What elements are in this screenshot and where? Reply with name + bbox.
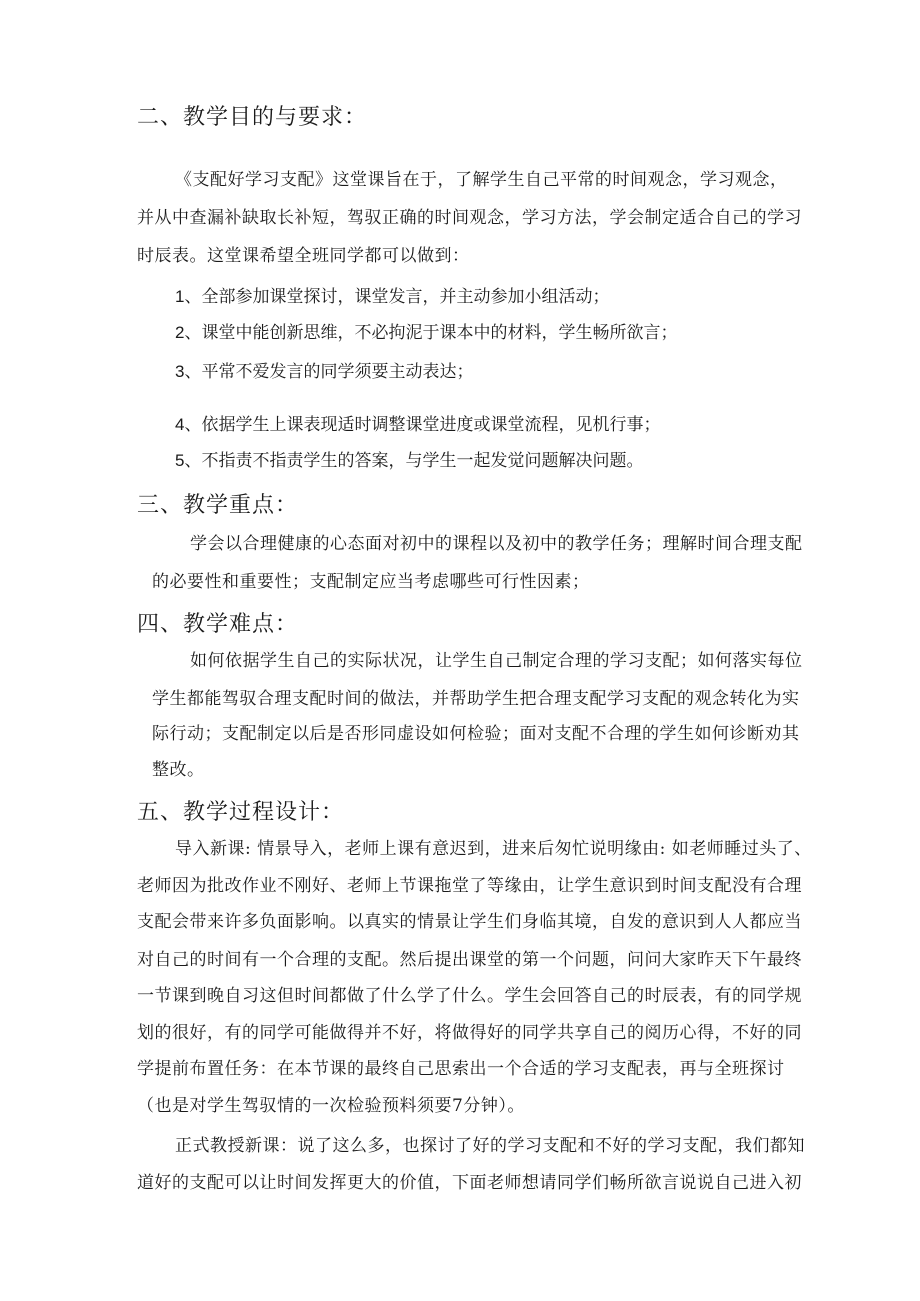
list-item-text: 全部参加课堂探讨，课堂发言，并主动参加小组活动； — [201, 287, 610, 307]
list-item — [175, 282, 609, 307]
paragraph-line: 正式教授新课：说了这么多，也探讨了好的学习支配和不好的学习支配，我们都知 — [175, 1136, 805, 1156]
paragraph-line: 支配会带来许多负面影响。以真实的情景让学生们身临其境，自发的意识到人人都应当 — [137, 912, 802, 932]
paragraph-line: 际行动；支配制定以后是否形同虚设如何检验；面对支配不合理的学生如何诊断劝其 — [152, 724, 800, 744]
list-item — [175, 446, 643, 471]
list-item-number: 4、 — [175, 415, 202, 434]
paragraph-line: 并从中查漏补缺取长补短，驾驭正确的时间观念，学习方法，学会制定适合自己的学习 — [137, 208, 802, 228]
paragraph-line: 导入新课: 情景导入，老师上课有意迟到，进来后匆忙说明缘由: 如老师睡过头了、 — [175, 839, 812, 859]
paragraph-line: 学提前布置任务：在本节课的最终自己思索出一个合适的学习支配表，再与全班探讨 — [137, 1059, 785, 1079]
paragraph-line: 对自己的时间有一个合理的支配。然后提出课堂的第一个问题，问问大家昨天下午最终 — [137, 950, 802, 970]
paragraph-line: 时辰表。这堂课希望全班同学都可以做到： — [137, 246, 470, 266]
section-heading-objectives: 二、教学目的与要求： — [137, 105, 368, 130]
list-item-text: 平常不爱发言的同学须要主动表达； — [201, 362, 474, 382]
list-item-number: 1、 — [175, 287, 202, 306]
paragraph-line: 道好的支配可以让时间发挥更大的价值，下面老师想请同学们畅所欲言说说自己进入初 — [137, 1173, 802, 1193]
paragraph-line: 如何依据学生自己的实际状况，让学生自己制定合理的学习支配；如何落实每位 — [190, 651, 803, 671]
paragraph-line: 《支配好学习支配》这堂课旨在于，了解学生自己平常的时间观念，学习观念， — [175, 170, 788, 190]
list-item — [175, 410, 660, 435]
section-heading-difficulties: 四、教学难点： — [137, 612, 299, 637]
paragraph-line: 老师因为批改作业不刚好、老师上节课拖堂了等缘由，让学生意识到时间支配没有合理 — [137, 876, 802, 896]
list-item — [175, 318, 677, 343]
list-item — [175, 357, 473, 382]
list-item-number: 2、 — [175, 323, 202, 342]
section-heading-key-points: 三、教学重点： — [137, 493, 299, 518]
paragraph-line: 划的很好，有的同学可能做得并不好，将做得好的同学共享自己的阅历心得，不好的同 — [137, 1023, 802, 1043]
paragraph-line: 一节课到晚自习这但时间都做了什么学了什么。学生会回答自己的时辰表，有的同学规 — [137, 986, 802, 1006]
section-heading-process-design: 五、教学过程设计： — [137, 800, 345, 825]
paragraph-line: 学会以合理健康的心态面对初中的课程以及初中的教学任务；理解时间合理支配 — [190, 534, 803, 554]
list-item-text: 不指责不指责学生的答案，与学生一起发觉问题解决问题。 — [201, 451, 644, 471]
list-item-text: 依据学生上课表现适时调整课堂进度或课堂流程，见机行事； — [201, 415, 661, 435]
paragraph-line: 学生都能驾驭合理支配时间的做法，并帮助学生把合理支配学习支配的观念转化为实 — [152, 689, 800, 709]
list-item-text: 课堂中能创新思维，不必拘泥于课本中的材料，学生畅所欲言； — [201, 323, 678, 343]
paragraph-line: （也是对学生驾驭情的一次检验预料须要7分钟）。 — [137, 1096, 525, 1116]
list-item-number: 5、 — [175, 451, 202, 470]
paragraph-line: 整改。 — [152, 760, 205, 780]
list-item-number: 3、 — [175, 362, 202, 381]
paragraph-line: 的必要性和重要性；支配制定应当考虑哪些可行性因素； — [152, 572, 590, 592]
